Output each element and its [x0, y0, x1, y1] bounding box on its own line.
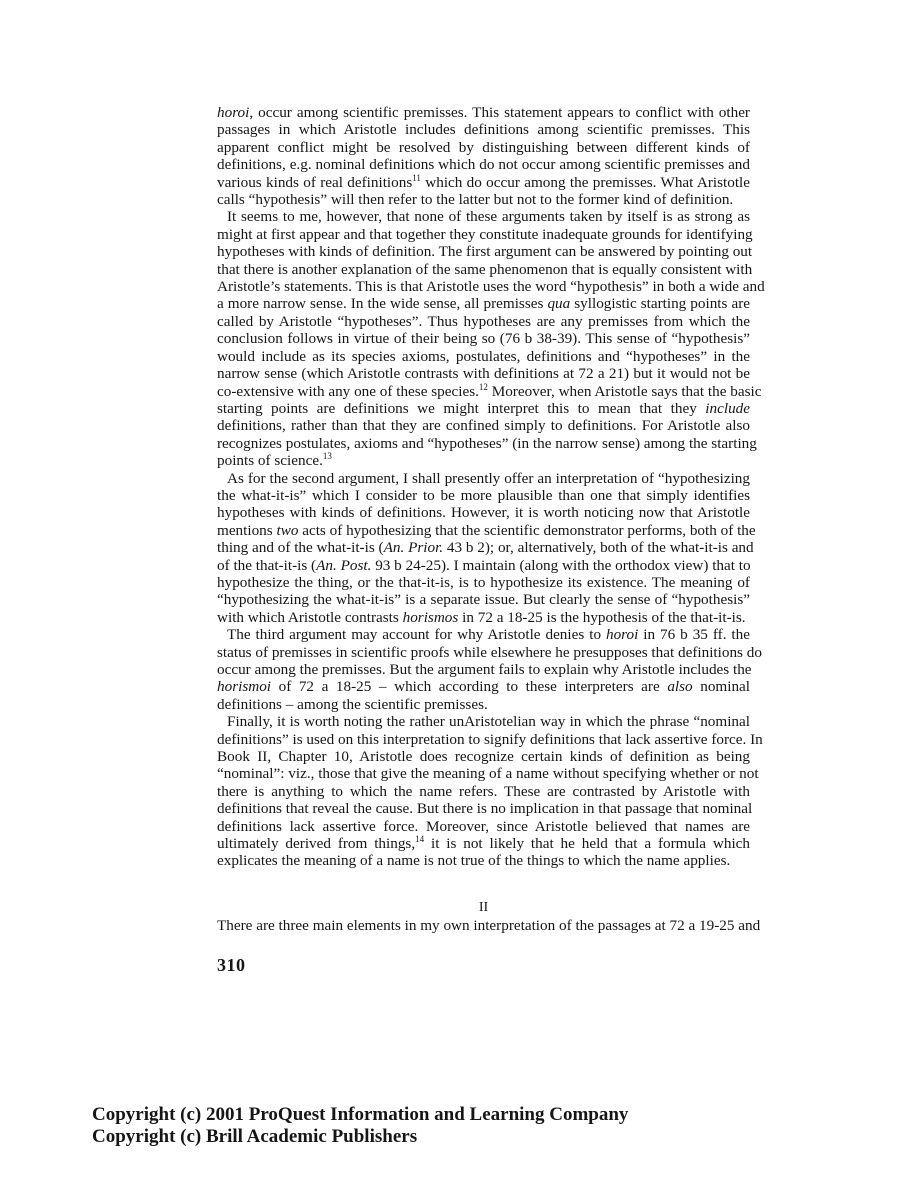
text-run: might at first appear and that together they constitute inadequate grounds for identifying	[217, 225, 753, 243]
body-text	[217, 104, 765, 870]
text-line	[217, 295, 750, 312]
text-line	[217, 452, 750, 469]
text-run: As for the second argument, I shall presently offer an interpretation of “hypothesizing	[227, 469, 750, 487]
text-run: hypothesize the thing, or the that-it-is, is to hypothesize its existence. The meaning of	[217, 573, 750, 591]
text-line	[217, 591, 750, 608]
text-run: The third argument may account for why Aristotle denies to	[227, 626, 606, 644]
text-run: conclusion follows in virtue of their being so (76 b 38-39). This sense of “hypothesis”	[217, 330, 750, 348]
text-line	[217, 365, 750, 382]
text-run: , occur among scientific premisses. This statement appears to conflict with other	[249, 104, 750, 121]
text-run: Aristotle’s statements. This is that Aristotle uses the word “hypothesis” in both a wide and	[217, 278, 765, 296]
text-run: points of science.	[217, 452, 323, 470]
text-line	[217, 748, 750, 765]
paragraph	[217, 626, 762, 713]
copyright-line: Copyright (c) Brill Academic Publishers	[92, 1126, 418, 1147]
text-run: apparent conflict might be resolved by distinguishing between different kinds of	[217, 138, 750, 156]
text-run: thing and of the what-it-is (	[217, 539, 384, 557]
footnote-marker: 13	[322, 451, 332, 462]
text-run: co-extensive with any one of these species.	[217, 382, 479, 400]
text-line	[217, 330, 750, 347]
text-line	[217, 852, 750, 869]
text-run: in 76 b 35 ff. the	[638, 626, 750, 644]
text-run: which do occur among the premisses. What Aristotle	[420, 173, 750, 191]
text-line	[217, 609, 750, 626]
paragraph	[217, 208, 765, 470]
text-run: “hypothesizing the what-it-is” is a separate issue. But clearly the sense of “hypothesis”	[217, 591, 750, 609]
text-line	[217, 539, 754, 557]
text-line	[217, 643, 762, 661]
section-first-line	[217, 917, 761, 934]
text-line	[217, 713, 750, 730]
text-run: Moreover, when Aristotle says that the basic	[487, 382, 762, 400]
text-run: definitions lack assertive force. Moreover, since Aristotle believed that names are	[217, 817, 750, 835]
text-run: occur among the premisses. But the argument fails to explain why Aristotle includes the	[217, 661, 752, 678]
text-line	[217, 783, 750, 800]
text-line	[217, 557, 750, 574]
text-run: called by Aristotle “hypotheses”. Thus hypotheses are any premisses from which the	[217, 312, 750, 330]
text-run: It seems to me, however, that none of these arguments taken by itself is as strong as	[227, 208, 750, 226]
text-line	[217, 661, 750, 678]
text-line	[217, 156, 750, 173]
text-line	[217, 121, 750, 138]
italic-term: An. Post.	[316, 556, 372, 574]
text-line	[217, 800, 753, 818]
text-run: ultimately derived from things,	[217, 835, 416, 853]
text-run: hypotheses with kinds of definitions. However, it is worth noticing now that Aristotle	[217, 504, 750, 522]
text-run: explicates the meaning of a name is not true of the things to which the name applies.	[217, 852, 731, 870]
italic-term: horismos	[402, 608, 459, 626]
text-run: definitions, e.g. nominal definitions which do not occur among scientific premisses and	[217, 156, 750, 174]
text-run: definitions that reveal the cause. But there is no implication in that passage that nominal	[217, 800, 753, 818]
text-run: recognizes postulates, axioms and “hypotheses” (in the narrow sense) among the starting	[217, 434, 757, 452]
text-run: mentions	[217, 521, 277, 539]
text-run: definitions” is used on this interpretation to signify definitions that lack assertive force. In	[217, 730, 763, 748]
paragraph	[217, 469, 756, 627]
text-line	[217, 574, 750, 591]
text-line	[217, 139, 750, 156]
text-line	[217, 243, 753, 261]
text-line	[217, 696, 750, 713]
text-run: passages in which Aristotle includes definitions among scientific premisses. This	[217, 121, 750, 139]
text-run: Book II, Chapter 10, Aristotle does recognize certain kinds of definition as being	[217, 748, 750, 766]
text-run: would include as its species axioms, postulates, definitions and “hypotheses” in the	[217, 347, 750, 365]
footnote-marker: 12	[478, 381, 488, 392]
page-number: 310	[217, 955, 246, 975]
text-line	[217, 191, 750, 208]
text-run: nominal	[692, 678, 750, 696]
text-line	[217, 765, 759, 783]
text-run: syllogistic starting points are	[570, 295, 750, 313]
text-line	[217, 104, 750, 121]
italic-term: two	[276, 521, 299, 539]
text-line	[217, 260, 753, 278]
text-run: status of premisses in scientific proofs while elsewhere he presupposes that definitions do	[217, 643, 762, 661]
text-line	[217, 835, 750, 852]
text-line	[217, 400, 750, 417]
italic-term: An. Prior.	[383, 539, 444, 557]
text-line	[217, 487, 750, 504]
italic-term: horoi	[605, 626, 639, 644]
text-line	[217, 174, 750, 191]
text-run: Finally, it is worth noting the rather unAristotelian way in which the phrase “nominal	[227, 713, 750, 731]
text-line	[217, 678, 750, 695]
text-run: 93 b 24-25). I maintain (along with the orthodox view) that to	[371, 556, 751, 574]
text-run: a more narrow sense. In the wide sense, all premisses	[217, 295, 548, 313]
text-run: of 72 a 18-25 – which according to these interpreters are	[271, 678, 668, 696]
copyright-notice	[92, 1104, 628, 1148]
text-line	[217, 417, 750, 434]
text-line	[217, 348, 750, 365]
text-line	[217, 470, 750, 487]
footnote-marker: 14	[415, 834, 425, 845]
text-run: with which Aristotle contrasts	[217, 608, 403, 626]
text-run: narrow sense (which Aristotle contrasts with definitions at 72 a 21) but it would not be	[217, 365, 750, 383]
text-line	[217, 278, 765, 296]
italic-term: qua	[547, 295, 571, 313]
text-run: that there is another explanation of the same phenomenon that is equally consistent with	[217, 260, 753, 278]
italic-term: horismoi	[217, 678, 272, 696]
paragraph	[217, 713, 763, 870]
text-line	[217, 313, 750, 330]
text-run: of the that-it-is (	[217, 556, 317, 574]
paragraph	[217, 104, 750, 208]
italic-term: also	[667, 678, 693, 696]
text-line	[217, 626, 750, 643]
italic-term: include	[705, 399, 750, 417]
text-line	[217, 521, 756, 539]
text-run: “nominal”: viz., those that give the meaning of a name without specifying whether or not	[217, 765, 759, 783]
text-run: the what-it-is” which I consider to be more plausible than one that simply identifies	[217, 486, 750, 504]
text-run: it is not likely that he held that a formula which	[424, 835, 750, 853]
text-line	[217, 730, 763, 748]
text-run: acts of hypothesizing that the scientific demonstrator performs, both of the	[298, 521, 756, 539]
text-line	[217, 208, 750, 225]
text-run: there is anything to which the name refers. These are contrasted by Aristotle with	[217, 782, 750, 800]
text-line	[217, 381, 762, 400]
text-run: various kinds of real definitions	[217, 173, 413, 191]
section-heading: II	[478, 900, 489, 915]
text-run: 43 b 2); or, alternatively, both of the what-it-is and	[443, 539, 754, 557]
text-run: definitions, rather than that they are confined simply to definitions. For Aristotle also	[217, 417, 750, 435]
footnote-marker: 11	[412, 172, 421, 183]
text-line: There are three main elements in my own interpretation of the passages at 72 a 19-25 and	[217, 917, 761, 934]
copyright-line: Copyright (c) 2001 ProQuest Information and Learning Company	[92, 1104, 629, 1125]
text-run: calls “hypothesis” will then refer to the latter but not to the former kind of definition.	[217, 191, 734, 209]
text-line	[217, 434, 757, 452]
italic-term: horoi	[217, 104, 250, 121]
text-line	[217, 225, 753, 243]
text-line	[217, 818, 750, 835]
text-run: definitions – among the scientific premisses.	[217, 695, 488, 713]
text-line	[217, 504, 750, 521]
text-run: starting points are definitions we might interpret this to mean that they	[217, 399, 706, 417]
text-run: in 72 a 18-25 is the hypothesis of the that-it-is.	[458, 608, 746, 626]
text-run: hypotheses with kinds of definition. The first argument can be answered by pointing out	[217, 243, 753, 261]
